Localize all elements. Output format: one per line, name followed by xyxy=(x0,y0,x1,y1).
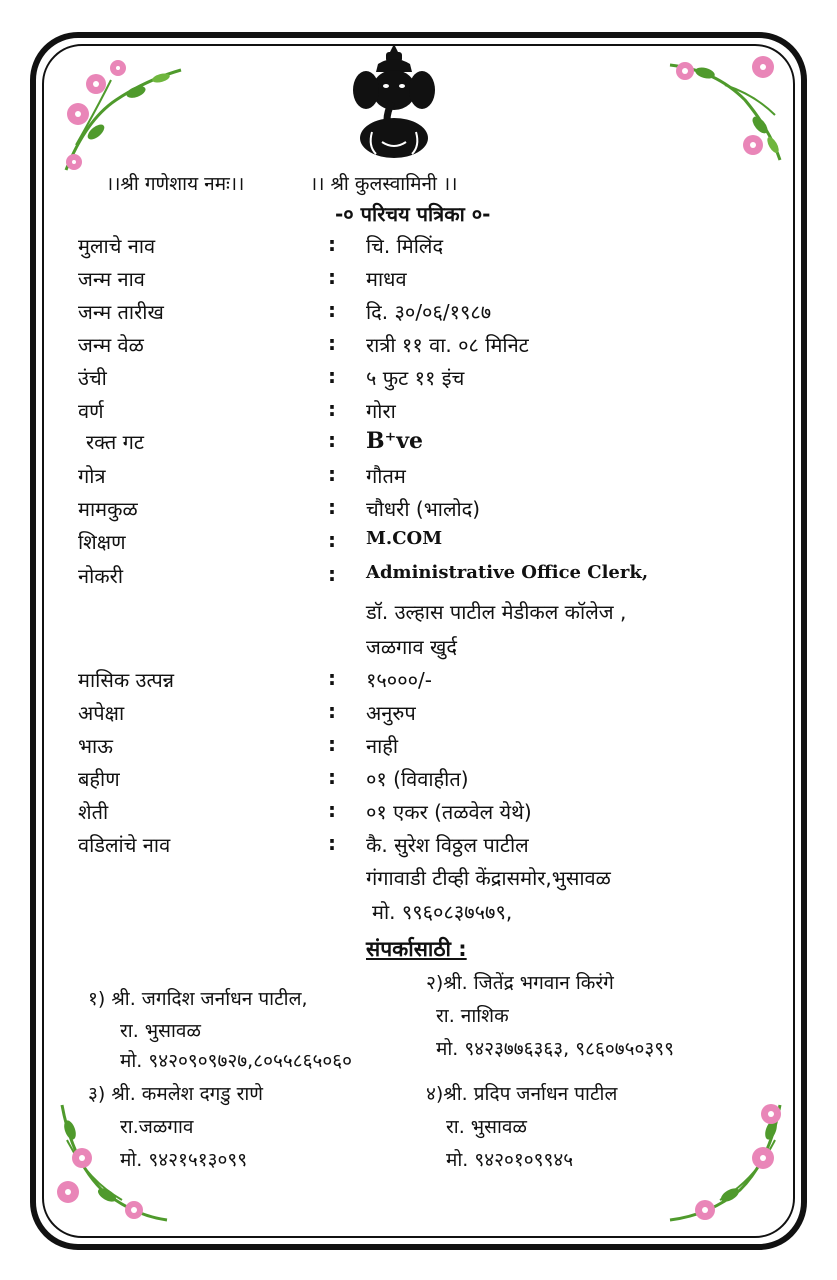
detail-value: चौधरी (भालोद) xyxy=(366,497,481,521)
detail-row xyxy=(0,495,837,529)
detail-colon: : xyxy=(328,462,336,486)
detail-value: B⁺ve xyxy=(366,428,423,454)
detail-colon: : xyxy=(328,265,336,289)
detail-value: अनुरुप xyxy=(366,701,416,725)
detail-row xyxy=(0,462,837,496)
detail-colon: : xyxy=(328,495,336,519)
detail-label: शिक्षण xyxy=(78,530,126,554)
detail-label: मुलाचे नाव xyxy=(78,234,156,258)
detail-label: अपेक्षा xyxy=(78,701,125,725)
detail-colon: : xyxy=(328,528,336,552)
detail-row xyxy=(0,528,837,562)
flower-corner-icon xyxy=(665,45,790,165)
detail-value: १५०००/- xyxy=(366,668,432,692)
contact-place: रा.जळगाव xyxy=(120,1116,194,1138)
invocation-ganesha: ।।श्री गणेशाय नमः।। xyxy=(106,173,245,195)
contact-phone: मो. ९४२३७७६३६३, ९८६०७५०३९९ xyxy=(436,1038,675,1060)
detail-label: गोत्र xyxy=(78,464,106,488)
detail-label: वर्ण xyxy=(78,399,104,423)
detail-label: मासिक उत्पन्न xyxy=(78,668,175,692)
detail-row xyxy=(0,232,837,266)
detail-value-cont: डॉ. उल्हास पाटील मेडीकल कॉलेज , xyxy=(366,600,627,624)
detail-colon: : xyxy=(328,298,336,322)
detail-label: जन्म तारीख xyxy=(78,300,164,324)
detail-colon: : xyxy=(328,364,336,388)
detail-label: नोकरी xyxy=(78,564,123,588)
ganesha-icon xyxy=(352,42,436,160)
detail-row xyxy=(0,397,837,431)
detail-colon: : xyxy=(328,765,336,789)
contact-phone: मो. ९४२०९०९७२७,८०५५८६५०६० xyxy=(120,1050,353,1072)
contact-place: रा. नाशिक xyxy=(436,1005,509,1027)
detail-label: उंची xyxy=(78,366,107,390)
detail-value-cont: जळगाव खुर्द xyxy=(366,635,457,659)
detail-label: जन्म वेळ xyxy=(78,333,144,357)
detail-row xyxy=(0,732,837,766)
flower-corner-icon xyxy=(56,50,186,175)
detail-label: रक्त गट xyxy=(86,430,144,454)
detail-colon: : xyxy=(328,831,336,855)
detail-value: गोरा xyxy=(366,399,396,423)
invocation-kuldevi: ।। श्री कुलस्वामिनी ।। xyxy=(310,173,458,195)
detail-value: ५ फुट ११ इंच xyxy=(366,366,465,390)
detail-value: दि. ३०/०६/१९८७ xyxy=(366,300,492,324)
detail-row xyxy=(0,428,837,462)
contact-place: रा. भुसावळ xyxy=(120,1020,201,1042)
detail-row xyxy=(0,831,837,865)
detail-colon: : xyxy=(328,397,336,421)
detail-value: रात्री ११ वा. ०८ मिनिट xyxy=(366,333,529,357)
detail-label: शेती xyxy=(78,800,109,824)
flower-corner-icon xyxy=(665,1100,790,1230)
contact-name: ३) श्री. कमलेश दगडु राणे xyxy=(88,1083,263,1105)
contact-name: १) श्री. जगदिश जर्नाधन पाटील, xyxy=(88,988,308,1010)
detail-value: कै. सुरेश विठ्ठल पाटील xyxy=(366,833,529,857)
detail-value: Administrative Office Clerk, xyxy=(366,562,649,583)
detail-colon: : xyxy=(328,331,336,355)
detail-label: जन्म नाव xyxy=(78,267,145,291)
contact-name: २)श्री. जितेंद्र भगवान किरंगे xyxy=(426,972,614,994)
detail-value-cont: मो. ९९६०८३७५७९, xyxy=(372,900,513,924)
contact-name: ४)श्री. प्रदिप जर्नाधन पाटील xyxy=(426,1083,618,1105)
page-title: -० परिचय पत्रिका ०- xyxy=(335,202,491,226)
contact-phone: मो. ९४२०१०९९४५ xyxy=(446,1149,574,1171)
detail-value: चि. मिलिंद xyxy=(366,234,444,258)
detail-value: माधव xyxy=(366,267,407,291)
contact-phone: मो. ९४२१५१३०९९ xyxy=(120,1149,248,1171)
detail-row xyxy=(0,265,837,299)
detail-label: बहीण xyxy=(78,767,120,791)
detail-row xyxy=(0,666,837,700)
detail-row xyxy=(0,765,837,799)
contact-heading: संपर्कासाठी : xyxy=(366,937,467,961)
detail-colon: : xyxy=(328,428,336,452)
detail-row xyxy=(0,798,837,832)
contact-place: रा. भुसावळ xyxy=(446,1116,527,1138)
detail-row xyxy=(0,699,837,733)
detail-colon: : xyxy=(328,699,336,723)
detail-value: M.COM xyxy=(366,528,443,549)
detail-colon: : xyxy=(328,562,336,586)
detail-colon: : xyxy=(328,666,336,690)
detail-row xyxy=(0,331,837,365)
detail-row xyxy=(0,364,837,398)
detail-row xyxy=(0,298,837,332)
detail-value: गौतम xyxy=(366,464,406,488)
detail-row xyxy=(0,562,837,596)
detail-colon: : xyxy=(328,732,336,756)
detail-value: ०१ एकर (तळवेल येथे) xyxy=(366,800,532,824)
detail-value: नाही xyxy=(366,734,399,758)
detail-label: वडिलांचे नाव xyxy=(78,833,171,857)
detail-label: मामकुळ xyxy=(78,497,138,521)
detail-colon: : xyxy=(328,232,336,256)
detail-value: ०१ (विवाहीत) xyxy=(366,767,469,791)
detail-label: भाऊ xyxy=(78,734,113,758)
detail-colon: : xyxy=(328,798,336,822)
detail-value-cont: गंगावाडी टीव्ही केंद्रासमोर,भुसावळ xyxy=(366,866,611,890)
